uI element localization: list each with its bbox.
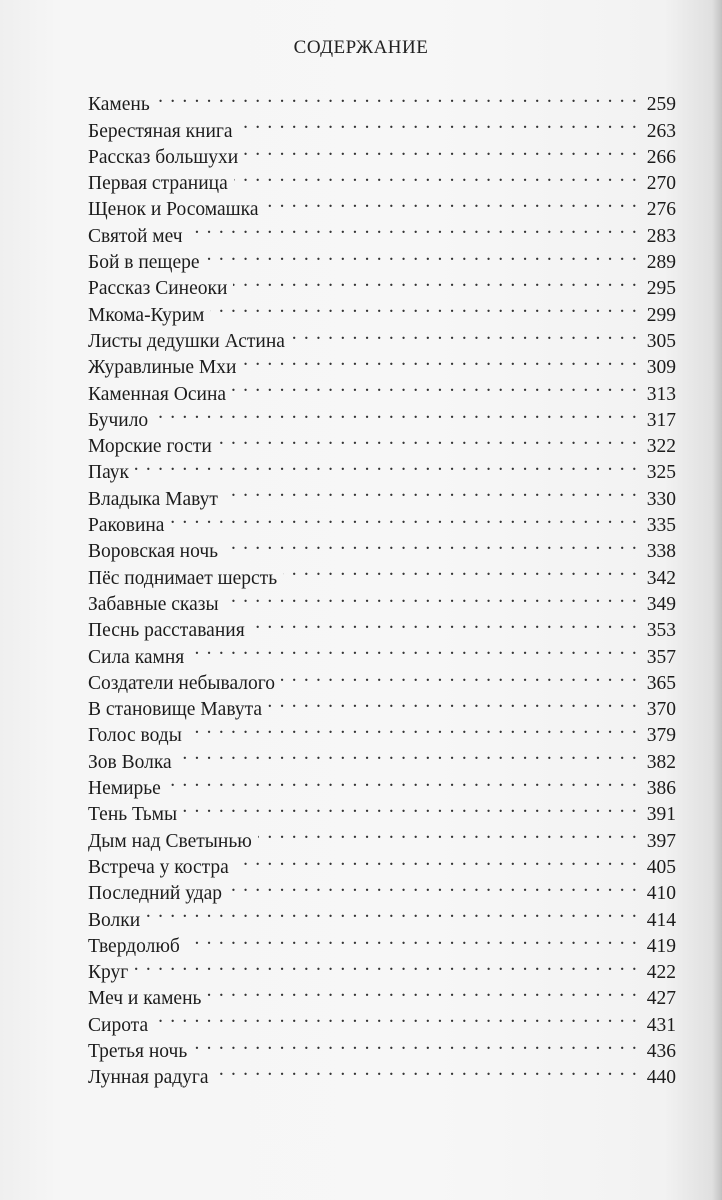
toc-entry-title: Первая страница xyxy=(88,173,228,195)
toc-entry-title: Голос воды xyxy=(88,725,182,747)
toc-entry-page-number: 299 xyxy=(646,304,676,326)
toc-entry-title: Третья ночь xyxy=(88,1040,188,1062)
toc-entry-page-number: 386 xyxy=(646,778,676,800)
toc-leader-dots xyxy=(268,689,638,715)
toc-leader-dots xyxy=(183,794,638,820)
toc-entry-title: Лунная радуга xyxy=(88,1067,209,1089)
toc-entry-page-number: 317 xyxy=(646,409,676,431)
toc-entry-page-number: 410 xyxy=(646,883,676,905)
toc-entry[interactable] xyxy=(88,505,676,537)
toc-entry[interactable] xyxy=(88,926,676,957)
toc-entry-title: Щенок и Росомашка xyxy=(88,199,259,221)
toc-entry-page-number: 283 xyxy=(646,225,676,247)
toc-entry-title: Бой в пещере xyxy=(88,252,200,274)
toc-entry-title: Морские гости xyxy=(88,436,212,458)
toc-entry[interactable] xyxy=(88,400,676,431)
toc-leader-dots xyxy=(228,873,638,899)
toc-entry-page-number: 309 xyxy=(646,357,676,379)
toc-entry-page-number: 313 xyxy=(646,383,676,405)
toc-entry[interactable] xyxy=(88,978,676,1010)
toc-leader-dots xyxy=(188,715,638,741)
toc-entry-page-number: 422 xyxy=(646,962,676,984)
toc-leader-dots xyxy=(242,347,638,373)
toc-entry[interactable] xyxy=(88,84,676,116)
toc-entry-title: Сирота xyxy=(88,1014,149,1036)
toc-entry-title: Владыка Мавут xyxy=(88,488,218,510)
toc-entry-title: Мкома-Курим xyxy=(88,304,205,326)
toc-leader-dots xyxy=(167,768,638,794)
table-of-contents xyxy=(88,84,676,1089)
toc-entry-page-number: 289 xyxy=(646,252,676,274)
toc-entry-page-number: 397 xyxy=(646,830,676,852)
toc-entry-page-number: 325 xyxy=(646,462,676,484)
toc-leader-dots xyxy=(224,531,638,557)
toc-leader-dots xyxy=(291,321,638,347)
toc-entry-page-number: 353 xyxy=(646,620,676,642)
toc-entry-title: Берестяная книга xyxy=(88,120,233,142)
toc-leader-dots xyxy=(207,978,638,1004)
toc-leader-dots xyxy=(225,584,638,610)
toc-entry-page-number: 379 xyxy=(646,725,676,747)
toc-entry-page-number: 322 xyxy=(646,436,676,458)
toc-entry[interactable] xyxy=(88,768,676,800)
toc-entry-title: Каменная Осина xyxy=(88,383,227,405)
toc-leader-dots xyxy=(186,926,638,952)
toc-entry-page-number: 365 xyxy=(646,672,676,694)
toc-leader-dots xyxy=(154,1004,638,1030)
toc-entry-page-number: 370 xyxy=(646,699,676,721)
toc-entry-title: Бучило xyxy=(88,409,149,431)
toc-leader-dots xyxy=(170,505,638,531)
toc-entry-page-number: 440 xyxy=(646,1067,676,1089)
toc-leader-dots xyxy=(251,610,638,636)
toc-leader-dots xyxy=(156,84,638,110)
toc-leader-dots xyxy=(210,294,638,320)
toc-leader-dots xyxy=(281,663,638,689)
toc-entry-page-number: 414 xyxy=(646,909,676,931)
toc-entry-page-number: 419 xyxy=(646,935,676,957)
toc-entry-page-number: 305 xyxy=(646,330,676,352)
toc-leader-dots xyxy=(206,242,638,268)
toc-leader-dots xyxy=(258,820,638,846)
toc-entry-title: Листы дедушки Астина xyxy=(88,330,285,352)
page-title: СОДЕРЖАНИЕ xyxy=(293,37,429,58)
toc-leader-dots xyxy=(244,137,638,163)
toc-entry-title: Твердолюб xyxy=(88,935,180,957)
toc-entry-title: Встреча у костра xyxy=(88,856,229,878)
toc-entry[interactable] xyxy=(88,1031,676,1062)
toc-leader-dots xyxy=(224,478,638,504)
toc-entry-title: Тень Тьмы xyxy=(88,804,178,826)
toc-entry-title: Круг xyxy=(88,962,129,984)
toc-entry-title: Волки xyxy=(88,909,141,931)
toc-entry-page-number: 270 xyxy=(646,173,676,195)
toc-leader-dots xyxy=(233,268,638,294)
toc-entry-title: Сила камня xyxy=(88,646,185,668)
toc-leader-dots xyxy=(265,189,638,215)
toc-entry[interactable] xyxy=(88,952,676,984)
toc-entry-page-number: 263 xyxy=(646,120,676,142)
toc-entry-title: Песнь расставания xyxy=(88,620,245,642)
toc-entry-page-number: 338 xyxy=(646,541,676,563)
toc-entry-title: Журавлиные Мхи xyxy=(88,357,237,379)
toc-leader-dots xyxy=(234,163,638,189)
toc-entry-page-number: 349 xyxy=(646,593,676,615)
toc-entry-title: Создатели небывалого xyxy=(88,672,276,694)
toc-entry-page-number: 405 xyxy=(646,856,676,878)
toc-entry-page-number: 436 xyxy=(646,1040,676,1062)
toc-entry-page-number: 330 xyxy=(646,488,676,510)
toc-entry-title: Дым над Светынью xyxy=(88,830,252,852)
toc-entry-page-number: 266 xyxy=(646,146,676,168)
toc-entry[interactable] xyxy=(88,426,676,458)
toc-leader-dots xyxy=(239,110,638,136)
toc-entry-page-number: 431 xyxy=(646,1014,676,1036)
toc-entry-title: Немирье xyxy=(88,778,161,800)
toc-entry[interactable] xyxy=(88,899,676,931)
toc-entry[interactable] xyxy=(88,531,676,563)
toc-entry-title: Пёс поднимает шерсть xyxy=(88,567,278,589)
toc-leader-dots xyxy=(193,1031,638,1057)
toc-entry-title: Паук xyxy=(88,462,129,484)
toc-entry-page-number: 357 xyxy=(646,646,676,668)
toc-entry-title: Воровская ночь xyxy=(88,541,219,563)
toc-entry[interactable] xyxy=(88,1004,676,1036)
toc-entry-title: В становище Мавута xyxy=(88,699,263,721)
toc-entry-page-number: 427 xyxy=(646,988,676,1010)
toc-entry[interactable] xyxy=(88,478,676,510)
toc-entry-title: Меч и камень xyxy=(88,988,202,1010)
toc-entry-page-number: 391 xyxy=(646,804,676,826)
toc-leader-dots xyxy=(283,557,638,583)
toc-entry-page-number: 382 xyxy=(646,751,676,773)
toc-leader-dots xyxy=(232,373,638,399)
toc-leader-dots xyxy=(189,215,638,241)
toc-entry-page-number: 259 xyxy=(646,94,676,116)
toc-leader-dots xyxy=(154,400,638,426)
toc-entry-page-number: 342 xyxy=(646,567,676,589)
toc-leader-dots xyxy=(134,952,638,978)
toc-entry-page-number: 276 xyxy=(646,199,676,221)
toc-entry-title: Рассказ Синеоки xyxy=(88,278,228,300)
toc-entry[interactable] xyxy=(88,452,676,484)
toc-entry-title: Забавные сказы xyxy=(88,593,219,615)
toc-entry-page-number: 335 xyxy=(646,515,676,537)
toc-entry-title: Рассказ большухи xyxy=(88,146,239,168)
toc-entry-title: Святой меч xyxy=(88,225,183,247)
toc-leader-dots xyxy=(215,1057,638,1083)
toc-entry[interactable] xyxy=(88,794,676,826)
toc-entry-title: Раковина xyxy=(88,515,165,537)
toc-leader-dots xyxy=(190,636,638,662)
toc-entry-title: Зов Волка xyxy=(88,751,172,773)
toc-entry-title: Камень xyxy=(88,94,150,116)
toc-leader-dots xyxy=(178,741,638,767)
spine-shadow xyxy=(712,0,722,1200)
toc-entry-page-number: 295 xyxy=(646,278,676,300)
toc-leader-dots xyxy=(146,899,638,925)
toc-leader-dots xyxy=(235,847,638,873)
toc-leader-dots xyxy=(135,452,638,478)
toc-leader-dots xyxy=(218,426,638,452)
toc-entry-title: Последний удар xyxy=(88,883,223,905)
toc-entry[interactable] xyxy=(88,110,676,142)
